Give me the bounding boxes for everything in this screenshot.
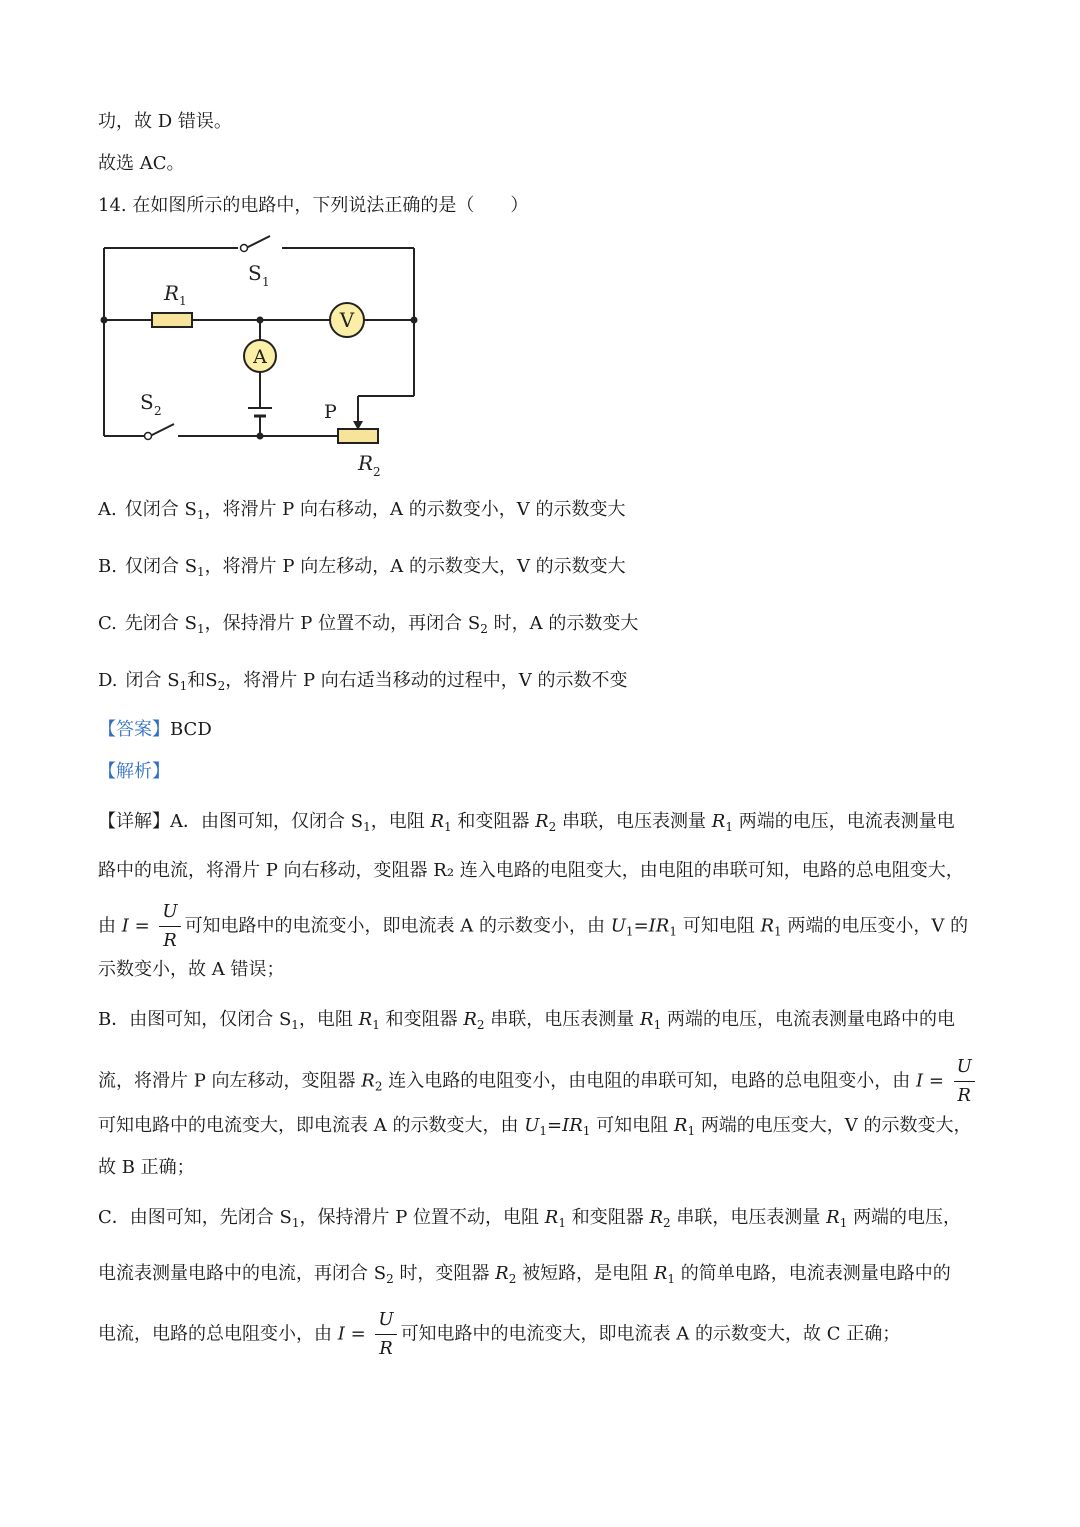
detail-line: C．由图可知，先闭合 $S_1$，保持滑片 P 位置不动，电阻 $R_1$ 和变阻器 $R_2$ 串联，电压表测量 $R_1$ 两端的电压， — [98, 1207, 962, 1230]
question-number: 14. — [98, 195, 127, 216]
junction-node — [257, 433, 264, 440]
answer-line — [98, 718, 212, 742]
detail-line: B．由图可知，仅闭合 $S_1$，电阻 $R_1$ 和变阻器 $R_2$ 串联，电压表测量 $R_1$ 两端的电压，电流表测量电路中的电 — [98, 1009, 955, 1032]
question-stem — [98, 194, 528, 218]
label-s1: S — [248, 261, 262, 285]
option-b: B. 仅闭合 $S_1$，将滑片 P 向左移动，A 的示数变大，V 的示数变大 — [98, 556, 626, 579]
voltmeter-label: V — [339, 308, 355, 332]
switch-s1-icon — [241, 245, 248, 252]
label-s1-sub: 1 — [262, 275, 270, 289]
detail-line: 路中的电流，将滑片 P 向右移动，变阻器 R₂ 连入电路的电阻变大，由电阻的串联可知，电路的总电阻变大， — [98, 860, 964, 881]
detail-line: 故 B 正确； — [98, 1157, 195, 1178]
resistor-r1-icon — [152, 313, 192, 327]
ammeter-label: A — [253, 346, 267, 368]
detail-line: 流，将滑片 P 向左移动，变阻器 $R_2$ 连入电路的电阻变小，由电阻的串联可知，电路的总电阻变小，由 I = $\frac{U}{R}$ — [98, 1053, 979, 1110]
detail-line: 电流表测量电路中的电流，再闭合 $S_2$ 时，变阻器 $R_2$ 被短路，是电阻 $R_1$ 的简单电路，电流表测量电路中的 — [98, 1263, 951, 1286]
label-r2-sub: 2 — [373, 465, 381, 479]
rheostat-r2-icon — [338, 429, 378, 443]
detail-line: 电流，电路的总电阻变小，由 I = $\frac{U}{R}$ 可知电路中的电流变大，即电流表 A 的示数变大，故 C 正确； — [98, 1306, 900, 1363]
text-line: 故选 AC。 — [98, 153, 185, 174]
detail-line: 可知电路中的电流变大，即电流表 A 的示数变大，由 $U_1=IR_1$ 可知电阻 $R_1$ 两端的电压变大，V 的示数变大， — [98, 1115, 972, 1138]
answer-tag: 【答案】 — [98, 719, 170, 740]
junction-node — [101, 317, 108, 324]
switch-s1-blade — [246, 236, 270, 248]
label-s2-sub: 2 — [154, 404, 162, 418]
label-r2: R — [358, 451, 374, 475]
label-r1-sub: 1 — [179, 294, 187, 308]
option-c: C. 先闭合 $S_1$，保持滑片 P 位置不动，再闭合 $S_2$ 时，A 的示数变大 — [98, 613, 639, 636]
switch-s2-icon — [145, 433, 152, 440]
detail-line: 【详解】A．由图可知，仅闭合 $S_1$，电阻 $R_1$ 和变阻器 $R_2$ 串联，电压表测量 $R_1$ 两端的电压，电流表测量电 — [98, 811, 955, 834]
circuit-diagram — [96, 228, 426, 488]
option-a: A. 仅闭合 $S_1$，将滑片 P 向右移动，A 的示数变小，V 的示数变大 — [98, 499, 626, 522]
answer-value: BCD — [170, 719, 212, 740]
switch-s2-blade — [150, 424, 174, 436]
detail-line: 由 I = $\frac{U}{R}$ 可知电路中的电流变小，即电流表 A 的示数变小，由 $U_1=IR_1$ 可知电阻 $R_1$ 两端的电压变小，V 的 — [98, 898, 968, 955]
label-r1: R — [164, 281, 180, 305]
label-p: P — [324, 401, 337, 423]
option-d: D. 闭合 $S_1$和$S_2$，将滑片 P 向右适当移动的过程中，V 的示数不变 — [98, 670, 628, 693]
question-text: 在如图所示的电路中，下列说法正确的是（ ） — [132, 195, 529, 216]
junction-node — [257, 317, 264, 324]
text-line: 功，故 D 错误。 — [98, 111, 232, 132]
analysis-tag: 【解析】 — [98, 761, 170, 782]
junction-node — [411, 317, 418, 324]
detail-line: 示数变小，故 A 错误； — [98, 959, 285, 980]
label-s2: S — [140, 390, 154, 414]
